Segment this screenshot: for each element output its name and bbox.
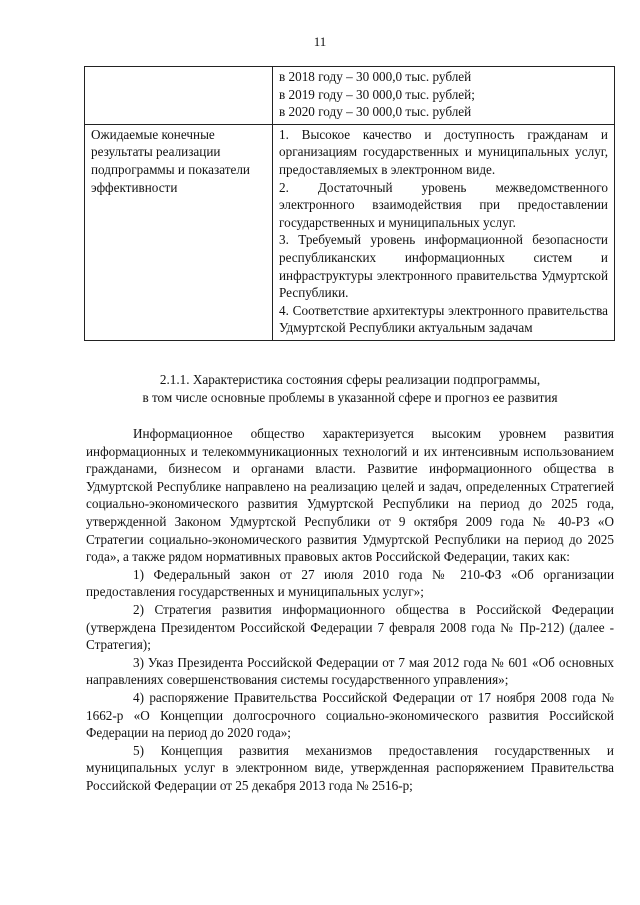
section-heading-line-1: 2.1.1. Характеристика состояния сферы реализации подпрограммы, [159,372,541,387]
passport-table [84,66,615,341]
result-item-3: 3. Требуемый уровень информационной безопасности республиканских информационных систем и инфраструктуры электронного правительства Удмуртской Республики. [279,232,608,301]
table-row [85,67,615,125]
table-cell-results [273,124,615,340]
result-item-2: 2. Достаточный уровень межведомственного электронного взаимодействия при предоставлении государственных и муниципальных услуг. [279,179,608,230]
page-number: 11 [313,34,327,49]
list-item: 2) Стратегия развития информационного общества в Российской Федерации (утверждена Президентом Российской Федерации 7 февраля 2008 года № Пр-212) (далее - Стратегия); [86,601,614,653]
section-heading [86,371,614,407]
funding-line-2019: в 2019 году – 30 000,0 тыс. рублей; [279,86,475,102]
funding-line-2020: в 2020 году – 30 000,0 тыс. рублей [279,104,472,120]
intro-paragraph: Информационное общество характеризуется высоким уровнем развития информационных и телекоммуникационных технологий и их интенсивным использованием гражданами, бизнесом и органами власти. Развитие информационного общества в Удмуртской Республике направлено на реализацию целей и задач, определенных Стратегией социально-экономического развития Удмуртской Республики на период до 2025 года, утвержденной Законом Удмуртской Республики от 9 октября 2009 года № 40-РЗ «О Стратегии социально-экономического развития Удмуртской Республики на период до 2025 года», а также рядом нормативных правовых актов Российской Федерации, таких как: [86,426,614,565]
body-text [86,425,614,794]
list-item: 4) распоряжение Правительства Российской Федерации от 17 ноября 2008 года № 1662-р «О Концепции долгосрочного социально-экономического развития Российской Федерации на период до 2020 года»; [86,689,614,741]
list-item: 1) Федеральный закон от 27 июля 2010 года № 210-ФЗ «Об организации предоставления государственных и муниципальных услуг»; [86,566,614,600]
list-item: 3) Указ Президента Российской Федерации от 7 мая 2012 года № 601 «Об основных направлениях совершенствования системы государственного управления»; [86,654,614,688]
table-cell-funding [273,67,615,125]
table-row [85,124,615,340]
table-cell-label [85,67,273,125]
result-item-1: 1. Высокое качество и доступность гражданам и организациям государственных и муниципальных услуг, предоставляемых в электронном виде. [279,126,608,177]
table-cell-label: Ожидаемые конечные результаты реализации подпрограммы и показатели эффективности [85,124,273,340]
result-item-4: 4. Соответствие архитектуры электронного правительства Удмуртской Республики актуальным задачам [279,302,608,336]
list-item: 5) Концепция развития механизмов предоставления государственных и муниципальных услуг в электронном виде, утвержденная распоряжением Правительства Российской Федерации от 25 декабря 2013 года № 2516-р; [86,742,614,793]
section-heading-line-2: в том числе основные проблемы в указанной сфере и прогноз ее развития [142,390,558,405]
funding-line-2018: в 2018 году – 30 000,0 тыс. рублей [279,69,472,84]
